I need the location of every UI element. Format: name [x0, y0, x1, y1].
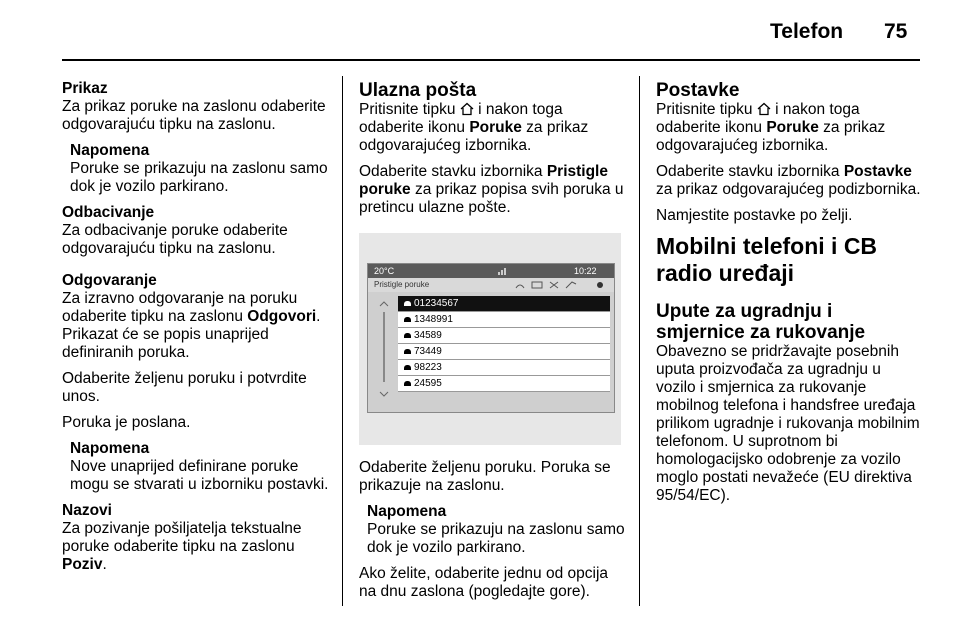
contact-icon — [404, 333, 411, 338]
text-odbacivanje: Za odbacivanje poruke odaberite odgovarajuću tipku na zaslonu. — [62, 222, 288, 257]
signal-icon — [498, 267, 538, 275]
temperature: 20°C — [374, 266, 395, 276]
note-text: Poruke se prikazuju na zaslonu samo dok je vozilo parkirano. — [367, 521, 625, 556]
page-number: 75 — [884, 20, 908, 43]
scroll-indicator — [378, 300, 390, 400]
keyword-postavke: Postavke — [843, 163, 912, 180]
text-ulazna-1: Pritisnite tipku i nakon toga odaberite ikonu Poruke za prikaz odgovarajućeg izbornika. — [359, 101, 589, 154]
text-ulazna-4: Ako želite, odaberite jednu od opcija na dnu zaslona (pogledajte gore). — [359, 565, 609, 600]
column-left — [62, 80, 334, 582]
note-title: Napomena — [70, 440, 150, 457]
contact-icon — [404, 381, 411, 386]
message-row[interactable]: 01234567 — [398, 296, 610, 312]
text-postavke-1: Pritisnite tipku i nakon toga odaberite ikonu Poruke za prikaz odgovarajućeg izbornika. — [656, 101, 886, 154]
heading-prikaz: Prikaz — [62, 80, 108, 97]
section-title-ulazna-posta: Ulazna pošta — [359, 80, 477, 101]
text-ulazna-2: Odaberite stavku izbornika Pristigle poruke za prikaz popisa svih poruka u pretincu ulazne pošte. — [359, 163, 624, 216]
keyword-odgovori: Odgovori — [247, 308, 317, 325]
status-bar — [368, 264, 614, 278]
text-odaberite: Odaberite željenu poruku i potvrdite unos. — [62, 370, 307, 405]
heading-odgovaranje: Odgovaranje — [62, 272, 157, 289]
heading-nazovi: Nazovi — [62, 502, 112, 519]
column-divider — [342, 76, 343, 606]
header-title: Telefon — [770, 20, 844, 43]
keyword-poruke: Poruke — [766, 119, 819, 136]
section-title-postavke: Postavke — [656, 80, 740, 101]
keyword-pristigle-poruke: Pristigle poruke — [359, 163, 608, 198]
message-list — [398, 296, 610, 392]
note-title: Napomena — [367, 503, 447, 520]
text-postavke-3: Namjestite postavke po želji. — [656, 207, 853, 224]
contact-icon — [404, 317, 411, 322]
text-ulazna-3: Odaberite željenu poruku. Poruka se prikazuje na zaslonu. — [359, 459, 611, 494]
note-title: Napomena — [70, 142, 150, 159]
message-row[interactable]: 98223 — [398, 360, 610, 376]
inbox-screenshot — [359, 233, 621, 445]
note-text: Poruke se prikazuju na zaslonu samo dok je vozilo parkirano. — [70, 160, 328, 195]
clock: 10:22 — [574, 266, 597, 276]
screen-subheader — [368, 278, 614, 292]
message-row[interactable]: 24595 — [398, 376, 610, 392]
note-box — [70, 440, 334, 494]
header-rule — [62, 59, 920, 61]
heading-odbacivanje: Odbacivanje — [62, 204, 155, 221]
column-divider — [639, 76, 640, 606]
subsection-title: Upute za ugradnju i smjernice za rukovanje — [656, 301, 866, 343]
message-row[interactable]: 1348991 — [398, 312, 610, 328]
message-row[interactable]: 73449 — [398, 344, 610, 360]
text-prikaz: Za prikaz poruke na zaslonu odaberite odgovarajuću tipku na zaslonu. — [62, 98, 326, 133]
text-poslana: Poruka je poslana. — [62, 414, 191, 431]
contact-icon — [404, 365, 411, 370]
contact-icon — [404, 301, 411, 306]
text-upute: Obavezno se pridržavajte posebnih uputa proizvođača za ugradnju u vozilo i smjernica za rukovanje mobilnog telefona i handsfree uređaja prilikom ugradnje i rukovanja mobilnim telefonom. U suprotnom bi homologacijsko odobrenje za vozilo moglo postati nevažeće (EU direktiva 95/54/EC). — [656, 343, 920, 504]
page-header — [0, 0, 960, 60]
keyword-poziv: Poziv — [62, 556, 103, 573]
column-right — [656, 80, 924, 513]
keyword-poruke: Poruke — [469, 119, 522, 136]
home-icon — [460, 102, 474, 116]
contact-icon — [404, 349, 411, 354]
note-box — [367, 503, 627, 557]
display-screen — [367, 263, 615, 413]
note-text: Nove unaprijed definirane poruke mogu se stvarati u izborniku postavki. — [70, 458, 329, 493]
subheader-label: Pristigle poruke — [374, 280, 430, 289]
text-odgovaranje: Za izravno odgovaranje na poruku odaberite tipku na zaslonu Odgovori. Prikazat će se popis unaprijed definiranih poruka. — [62, 290, 321, 361]
note-box — [70, 142, 334, 196]
text-nazovi: Za pozivanje pošiljatelja tekstualne poruke odaberite tipku na zaslonu Poziv. — [62, 520, 302, 573]
home-icon — [757, 102, 771, 116]
chapter-title: Mobilni telefoni i CB radio uređaji — [656, 233, 878, 286]
text-postavke-2: Odaberite stavku izbornika Postavke za prikaz odgovarajućeg podizbornika. — [656, 163, 921, 198]
message-row[interactable]: 34589 — [398, 328, 610, 344]
column-middle — [359, 80, 627, 609]
toolbar-icons — [514, 280, 610, 290]
